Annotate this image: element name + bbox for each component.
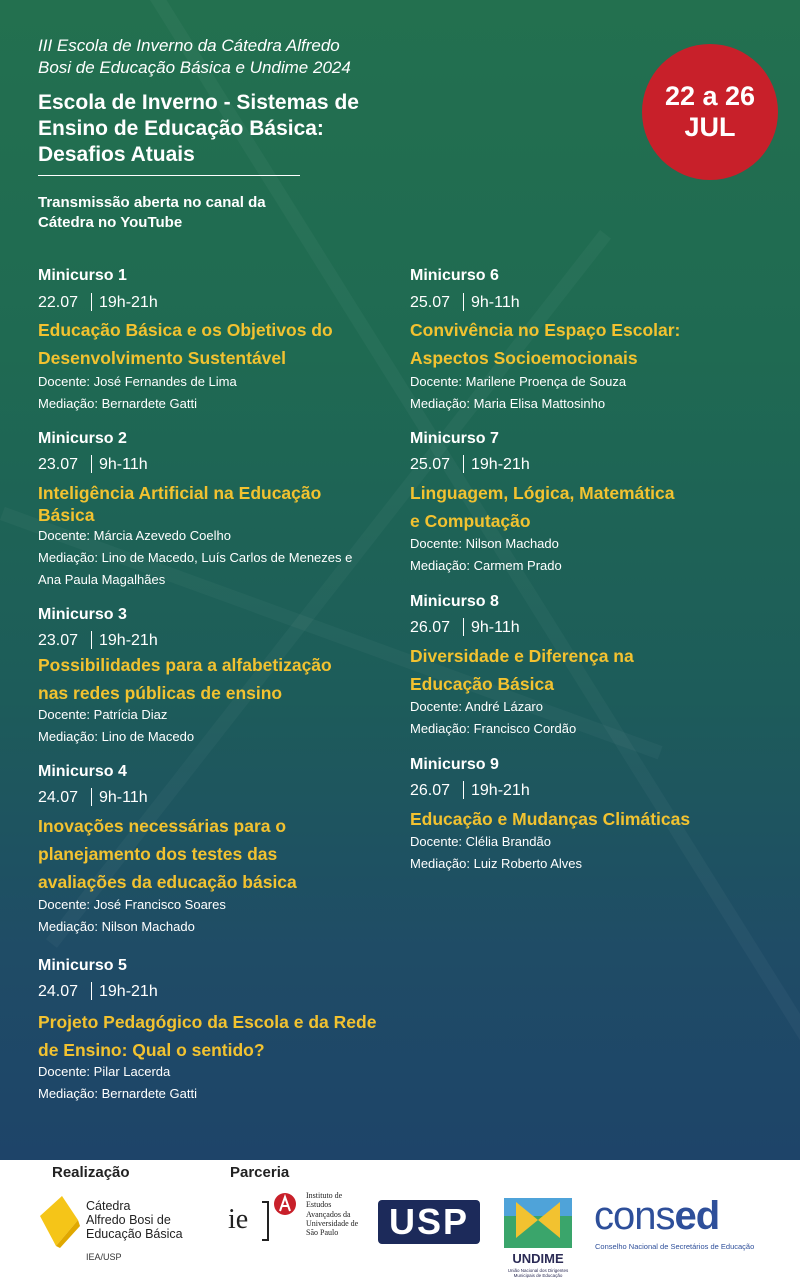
- course-title-line: Projeto Pedagógico da Escola e da Rede: [38, 1012, 377, 1032]
- course-title-line: Educação e Mudanças Climáticas: [410, 809, 691, 829]
- course-docente: Docente: Marilene Proença de Souza: [410, 374, 627, 389]
- course-date: 25.07: [410, 456, 451, 473]
- course-mediacao: Mediação: Lino de Macedo, Luís Carlos de Menezes e: [38, 550, 353, 565]
- course-title-line: Educação Básica e os Objetivos do: [38, 320, 333, 340]
- course-time: 19h-21h: [471, 456, 530, 473]
- course-mediacao: Mediação: Lino de Macedo: [38, 729, 195, 744]
- consed-logo-word: consed: [594, 1194, 720, 1238]
- event-title-line-2: Ensino de Educação Básica:: [38, 117, 324, 140]
- undime-logo-sub: União Nacional dos Dirigentes Municipais de Educação: [507, 1268, 569, 1278]
- course-name: Minicurso 1: [38, 267, 127, 284]
- course-time: 9h-11h: [99, 789, 148, 806]
- course-time: 9h-11h: [99, 456, 148, 473]
- date-time-separator: [463, 618, 464, 636]
- course-date: 23.07: [38, 456, 79, 473]
- course-title-line: nas redes públicas de ensino: [38, 683, 283, 703]
- course-docente: Docente: Patrícia Diaz: [38, 707, 168, 722]
- undime-logo: [502, 1194, 574, 1278]
- course-name: Minicurso 4: [38, 763, 127, 780]
- course-title-line: Convivência no Espaço Escolar:: [410, 320, 681, 340]
- course-docente: Docente: José Fernandes de Lima: [38, 374, 237, 389]
- course-time: 19h-21h: [99, 983, 158, 1000]
- course-date: 24.07: [38, 789, 79, 806]
- course-title-line: Desenvolvimento Sustentável: [38, 348, 286, 368]
- iea-logo-mark: ie: [228, 1204, 249, 1235]
- course-title-line: avaliações da educação básica: [38, 872, 297, 892]
- course-title-line: Linguagem, Lógica, Matemática: [410, 483, 675, 503]
- title-divider: [38, 175, 300, 176]
- course-mediacao: Mediação: Maria Elisa Mattosinho: [410, 396, 606, 411]
- course-name: Minicurso 7: [410, 430, 499, 447]
- date-time-separator: [463, 781, 464, 799]
- course-title-line: de Ensino: Qual o sentido?: [38, 1040, 265, 1060]
- course-title-line: Diversidade e Diferença na: [410, 646, 634, 666]
- date-badge-days: 22 a 26: [664, 81, 756, 111]
- course-mediacao-cont: Ana Paula Magalhães: [38, 572, 166, 587]
- course-date: 23.07: [38, 632, 79, 649]
- course-name: Minicurso 8: [410, 593, 499, 610]
- consed-logo: [594, 1194, 764, 1254]
- course-docente: Docente: Pilar Lacerda: [38, 1064, 171, 1079]
- course-date: 26.07: [410, 619, 451, 636]
- date-time-separator: [91, 631, 92, 649]
- date-time-separator: [91, 293, 92, 311]
- course-time: 9h-11h: [471, 619, 520, 636]
- date-time-separator: [91, 788, 92, 806]
- course-docente: Docente: Clélia Brandão: [410, 834, 551, 849]
- course-date: 24.07: [38, 983, 79, 1000]
- date-time-separator: [91, 982, 92, 1000]
- parceria-label: Parceria: [230, 1164, 290, 1181]
- footer: [0, 1160, 800, 1278]
- course-title-line: Possibilidades para a alfabetização: [38, 655, 332, 675]
- course-title-line: planejamento dos testes das: [38, 844, 278, 864]
- course-date: 22.07: [38, 294, 79, 311]
- event-subtitle-line-2: Bosi de Educação Básica e Undime 2024: [38, 58, 351, 77]
- course-title-line: e Computação: [410, 511, 531, 531]
- course-title-line: Básica: [38, 505, 95, 525]
- course-time: 19h-21h: [99, 632, 158, 649]
- course-docente: Docente: Márcia Azevedo Coelho: [38, 528, 231, 543]
- event-subtitle-line-1: III Escola de Inverno da Cátedra Alfredo: [38, 36, 340, 55]
- date-badge-month: JUL: [684, 112, 736, 142]
- course-name: Minicurso 5: [38, 957, 127, 974]
- stream-note-line-2: Cátedra no YouTube: [38, 214, 183, 231]
- consed-logo-sub: Conselho Nacional de Secretários de Educação: [595, 1242, 755, 1251]
- date-time-separator: [91, 455, 92, 473]
- catedra-logo-text: Cátedra Alfredo Bosi de Educação Básica: [86, 1199, 183, 1241]
- course-mediacao: Mediação: Nilson Machado: [38, 919, 195, 934]
- undime-logo-word: UNDIME: [512, 1251, 564, 1266]
- catedra-logo-mark-icon: [38, 1194, 82, 1250]
- usp-logo-word: USP: [388, 1201, 470, 1242]
- catedra-logo-sub: IEA/USP: [86, 1252, 122, 1262]
- course-mediacao: Mediação: Luiz Roberto Alves: [410, 856, 582, 871]
- iea-logo-bracket-icon: [258, 1192, 298, 1242]
- course-name: Minicurso 2: [38, 430, 127, 447]
- course-time: 9h-11h: [471, 294, 520, 311]
- date-badge: [642, 44, 778, 180]
- course-name: Minicurso 3: [38, 606, 127, 623]
- event-title-line-1: Escola de Inverno - Sistemas de: [38, 91, 359, 114]
- course-mediacao: Mediação: Bernardete Gatti: [38, 1086, 197, 1101]
- date-time-separator: [463, 293, 464, 311]
- catedra-logo: [38, 1190, 198, 1262]
- course-docente: Docente: José Francisco Soares: [38, 897, 226, 912]
- iea-logo: [228, 1190, 368, 1260]
- course-name: Minicurso 6: [410, 267, 499, 284]
- realizacao-label: Realização: [52, 1164, 130, 1181]
- course-time: 19h-21h: [99, 294, 158, 311]
- course-title-line: Inovações necessárias para o: [38, 816, 287, 836]
- course-date: 26.07: [410, 782, 451, 799]
- course-mediacao: Mediação: Bernardete Gatti: [38, 396, 197, 411]
- course-name: Minicurso 9: [410, 756, 499, 773]
- course-docente: Docente: Nilson Machado: [410, 536, 559, 551]
- undime-logo-mark-icon: [502, 1194, 574, 1250]
- course-title-line: Aspectos Socioemocionais: [410, 348, 638, 368]
- course-date: 25.07: [410, 294, 451, 311]
- date-time-separator: [463, 455, 464, 473]
- course-title-line: Inteligência Artificial na Educação: [38, 483, 322, 503]
- iea-logo-text: Instituto de Estudos Avançados da Universidade de São Paulo: [306, 1191, 359, 1238]
- course-time: 19h-21h: [471, 782, 530, 799]
- course-mediacao: Mediação: Carmem Prado: [410, 558, 562, 573]
- usp-logo: [378, 1200, 480, 1244]
- course-mediacao: Mediação: Francisco Cordão: [410, 721, 577, 736]
- stream-note-line-1: Transmissão aberta no canal da: [38, 194, 266, 211]
- course-title-line: Educação Básica: [410, 674, 554, 694]
- event-title-line-3: Desafios Atuais: [38, 143, 195, 166]
- course-docente: Docente: André Lázaro: [410, 699, 543, 714]
